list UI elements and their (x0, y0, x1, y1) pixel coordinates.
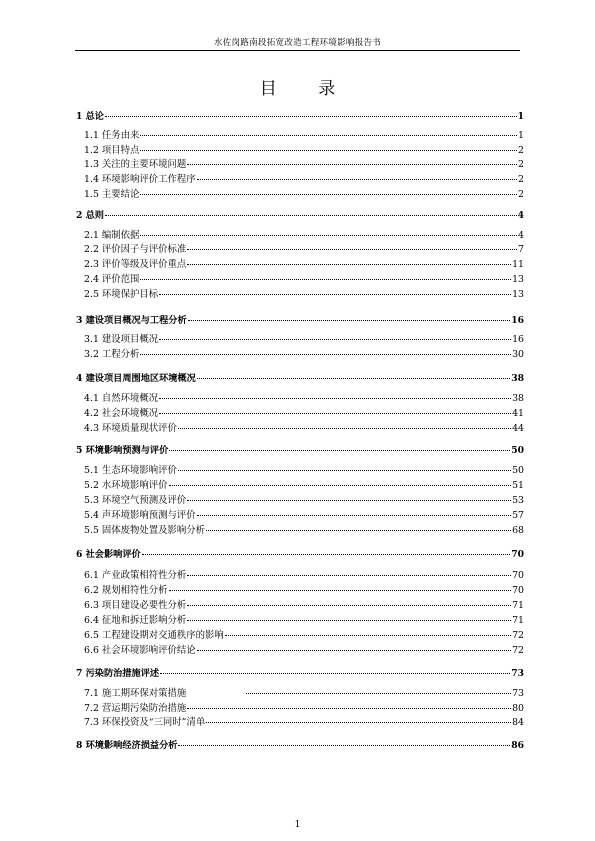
toc-entry-label: 5.2 水环境影响评价 (84, 480, 168, 491)
toc-entry-label: 1.3 关注的主要环境问题 (84, 159, 187, 170)
toc-title: 目 录 (259, 79, 354, 99)
toc-entry-page: 72 (512, 645, 524, 656)
toc-dot-leader (159, 398, 511, 399)
toc-section-entry[interactable] (76, 286, 524, 300)
toc-entry-page: 50 (512, 465, 524, 476)
toc-dot-leader (178, 428, 511, 429)
toc-dot-leader (188, 320, 511, 321)
toc-section-entry[interactable] (76, 142, 524, 156)
toc-entry-page: 13 (512, 274, 524, 285)
toc-entry-label: 2.1 编制依据 (84, 230, 140, 241)
toc-chapter-entry[interactable] (76, 546, 524, 560)
toc-dot-leader (187, 605, 511, 606)
toc-chapter-entry[interactable] (76, 207, 524, 221)
toc-entry-page: 1 (517, 111, 524, 122)
toc-entry-page: 1 (518, 130, 524, 141)
toc-entry-page: 51 (512, 480, 524, 491)
toc-section-entry[interactable] (76, 346, 524, 360)
toc-dot-leader (187, 708, 511, 709)
toc-entry-page: 68 (512, 525, 524, 536)
toc-dot-leader (140, 354, 511, 355)
toc-section-entry[interactable] (76, 685, 524, 699)
toc-entry-page: 80 (512, 703, 524, 714)
toc-section-entry[interactable] (76, 507, 524, 521)
toc-entry-page: 38 (512, 393, 524, 404)
toc-entry-label: 6.4 征地和拆迁影响分析 (84, 615, 187, 626)
header-rule (75, 50, 520, 51)
toc-chapter-entry[interactable] (76, 370, 524, 384)
toc-chapter-entry[interactable] (76, 312, 524, 326)
toc-section-entry[interactable] (76, 642, 524, 656)
toc-entry-page: 4 (517, 210, 524, 221)
toc-chapter-entry[interactable] (76, 665, 524, 679)
toc-chapter-entry[interactable] (76, 442, 524, 456)
toc-entry-label: 1.1 任务由来 (84, 130, 140, 141)
toc-section-entry[interactable] (76, 271, 524, 285)
toc-entry-page: 72 (512, 630, 524, 641)
toc-section-entry[interactable] (76, 331, 524, 345)
toc-dot-leader (187, 264, 511, 265)
page-number: 1 (294, 820, 301, 830)
toc-entry-label: 7.1 施工期环保对策措施 (84, 688, 187, 699)
toc-section-entry[interactable] (76, 227, 524, 241)
toc-section-entry[interactable] (76, 597, 524, 611)
toc-dot-leader (140, 150, 517, 151)
toc-entry-label: 6.6 社会环境影响评价结论 (84, 645, 196, 656)
toc-section-entry[interactable] (76, 492, 524, 506)
toc-section-entry[interactable] (76, 700, 524, 714)
toc-entry-page: 2 (518, 174, 524, 185)
toc-dot-leader (225, 635, 511, 636)
toc-entry-label: 1 总论 (76, 111, 104, 122)
toc-entry-label: 3 建设项目概况与工程分析 (76, 315, 187, 326)
toc-dot-leader (197, 515, 511, 516)
toc-entry-page: 86 (511, 740, 524, 751)
toc-entry-page: 70 (512, 570, 524, 581)
toc-dot-leader (105, 215, 517, 216)
toc-dot-leader (206, 530, 511, 531)
toc-entry-page: 2 (518, 145, 524, 156)
toc-entry-label: 2.5 环境保护目标 (84, 289, 159, 300)
toc-entry-label: 8 环境影响经济损益分析 (76, 740, 178, 751)
toc-entry-page: 84 (512, 717, 524, 728)
toc-dot-leader (159, 413, 511, 414)
toc-section-entry[interactable] (76, 390, 524, 404)
toc-section-entry[interactable] (76, 714, 524, 728)
toc-entry-page: 73 (512, 688, 524, 699)
toc-entry-label: 6.5 工程建设期对交通秩序的影响 (84, 630, 224, 641)
toc-entry-page: 2 (518, 189, 524, 200)
toc-entry-label: 4 建设项目周围地区环境概况 (76, 373, 196, 384)
toc-dot-leader (197, 378, 510, 379)
toc-dot-leader (187, 500, 511, 501)
toc-section-entry[interactable] (76, 420, 524, 434)
running-header: 水佐岗路南段拓宽改造工程环境影响报告书 (213, 38, 382, 48)
toc-section-entry[interactable] (76, 612, 524, 626)
toc-entry-label: 5 环境影响预测与评价 (76, 445, 169, 456)
toc-dot-leader (169, 485, 512, 486)
toc-dot-leader (197, 650, 511, 651)
toc-entry-label: 1.5 主要结论 (84, 189, 140, 200)
toc-entry-label: 2.2 评价因子与评价标准 (84, 244, 187, 255)
toc-entry-label: 2.3 评价等级及评价重点 (84, 259, 187, 270)
toc-entry-label: 4.2 社会环境概况 (84, 408, 159, 419)
toc-dot-leader (160, 673, 510, 674)
toc-entry-label: 5.4 声环境影响预测与评价 (84, 510, 196, 521)
toc-section-entry[interactable] (76, 171, 524, 185)
toc-dot-leader (169, 590, 512, 591)
toc-section-entry[interactable] (76, 522, 524, 536)
toc-entry-label: 6 社会影响评价 (76, 549, 141, 560)
toc-section-entry[interactable] (76, 127, 524, 141)
toc-section-entry[interactable] (76, 241, 524, 255)
toc-entry-page: 70 (511, 549, 524, 560)
toc-dot-leader (142, 554, 510, 555)
toc-entry-label: 6.2 规划相符性分析 (84, 585, 168, 596)
toc-section-entry[interactable] (76, 186, 524, 200)
toc-dot-leader (169, 450, 510, 451)
toc-dot-leader (187, 249, 517, 250)
toc-entry-label: 3.1 建设项目概况 (84, 334, 159, 345)
toc-section-entry[interactable] (76, 582, 524, 596)
toc-dot-leader (140, 279, 511, 280)
toc-dot-leader (187, 164, 517, 165)
toc-entry-page: 11 (512, 259, 524, 270)
toc-section-entry[interactable] (76, 256, 524, 270)
toc-entry-label: 7.2 营运期污染防治措施 (84, 703, 187, 714)
toc-entry-page: 50 (511, 445, 524, 456)
toc-entry-label: 2 总则 (76, 210, 104, 221)
toc-entry-page: 71 (512, 615, 524, 626)
toc-entry-label: 1.2 项目特点 (84, 145, 140, 156)
toc-dot-leader (140, 135, 517, 136)
toc-entry-label: 1.4 环境影响评价工作程序 (84, 174, 196, 185)
toc-dot-leader (140, 235, 517, 236)
toc-entry-label: 7.3 环保投资及“三同时”清单 (84, 717, 206, 728)
toc-entry-label: 2.4 评价范围 (84, 274, 140, 285)
toc-dot-leader (187, 620, 511, 621)
toc-entry-label: 5.5 固体废物处置及影响分析 (84, 525, 206, 536)
toc-entry-page: 4 (518, 230, 524, 241)
toc-entry-label: 4.3 环境质量现状评价 (84, 423, 177, 434)
toc-entry-page: 7 (518, 244, 524, 255)
toc-entry-page: 57 (512, 510, 524, 521)
toc-entry-page: 30 (512, 349, 524, 360)
toc-dot-leader (159, 294, 511, 295)
toc-dot-leader (246, 693, 511, 694)
toc-dot-leader (206, 722, 511, 723)
toc-entry-label: 6.1 产业政策相符性分析 (84, 570, 187, 581)
toc-entry-label: 6.3 项目建设必要性分析 (84, 600, 187, 611)
toc-entry-page: 41 (512, 408, 524, 419)
toc-entry-label: 7 污染防治措施评述 (76, 668, 160, 679)
toc-dot-leader (187, 575, 511, 576)
toc-dot-leader (105, 116, 517, 117)
toc-entry-label: 3.2 工程分析 (84, 349, 140, 360)
toc-entry-page: 53 (512, 495, 524, 506)
toc-entry-label: 4.1 自然环境概况 (84, 393, 159, 404)
toc-section-entry[interactable] (76, 477, 524, 491)
toc-entry-page: 16 (512, 334, 524, 345)
toc-entry-page: 71 (512, 600, 524, 611)
toc-dot-leader (159, 339, 511, 340)
toc-section-entry[interactable] (76, 462, 524, 476)
toc-entry-label: 5.1 生态环境影响评价 (84, 465, 177, 476)
toc-chapter-entry[interactable] (76, 737, 524, 751)
toc-chapter-entry[interactable] (76, 108, 524, 122)
toc-entry-page: 44 (512, 423, 524, 434)
toc-dot-leader (178, 745, 510, 746)
toc-entry-label: 5.3 环境空气预测及评价 (84, 495, 187, 506)
toc-section-entry[interactable] (76, 567, 524, 581)
toc-entry-page: 73 (511, 668, 524, 679)
toc-entry-page: 70 (512, 585, 524, 596)
toc-dot-leader (140, 194, 517, 195)
toc-entry-page: 13 (512, 289, 524, 300)
toc-entry-page: 2 (518, 159, 524, 170)
toc-dot-leader (178, 470, 511, 471)
toc-entry-page: 16 (511, 315, 524, 326)
toc-section-entry[interactable] (76, 627, 524, 641)
toc-entry-page: 38 (511, 373, 524, 384)
toc-section-entry[interactable] (76, 156, 524, 170)
toc-section-entry[interactable] (76, 405, 524, 419)
toc-dot-leader (197, 179, 517, 180)
